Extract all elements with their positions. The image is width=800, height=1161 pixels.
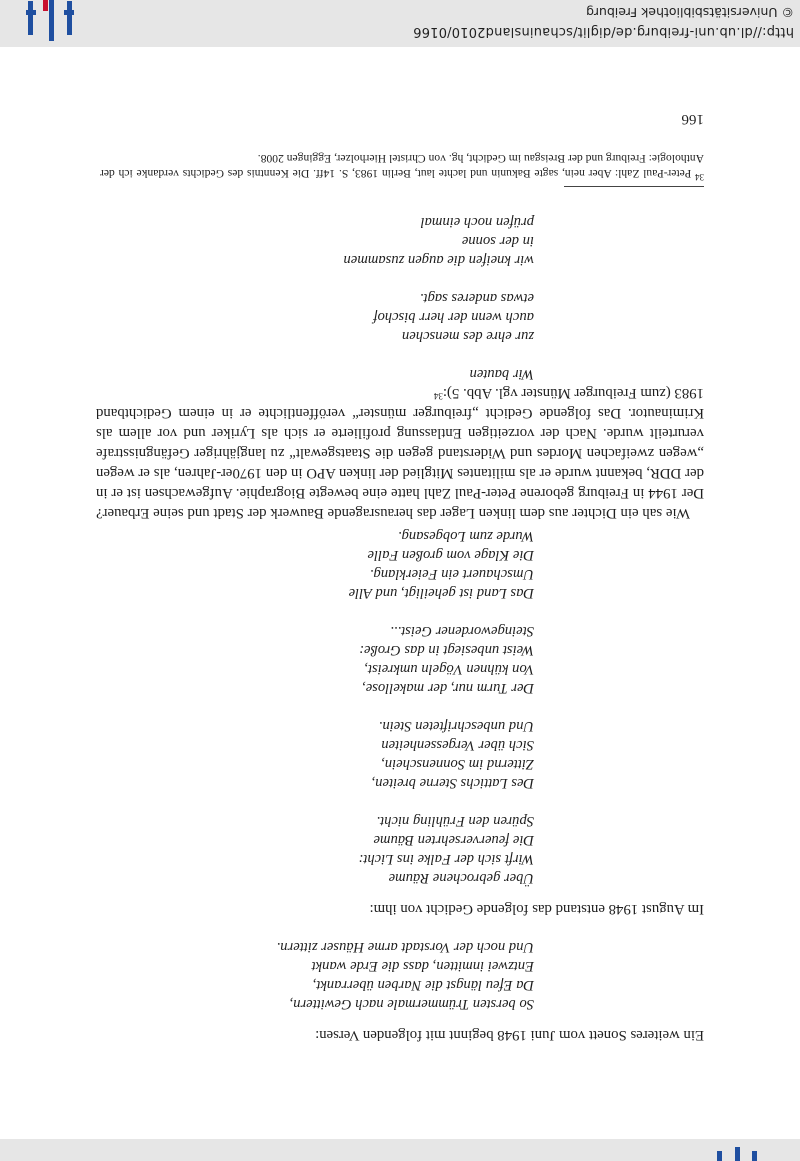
poem-stanza: [94, 621, 534, 697]
permalink-link[interactable]: http://dl.ub.uni-freiburg.de/diglit/schauinsland2010/0166: [413, 24, 794, 39]
poem-line: Weist unbesiegt in das Große:: [359, 642, 534, 658]
zahl-paragraph: [96, 383, 704, 523]
poem-line: in der sonne: [461, 233, 534, 249]
august-poem: [94, 526, 534, 887]
poem-stanza: [94, 212, 534, 269]
poem-line: Der Turm nur, der makellose,: [362, 680, 534, 696]
poem-line: Die feuerversehrten Bäume: [373, 832, 534, 848]
footnote-reference: 34: [433, 391, 443, 401]
poem-line: Die Klage vom großen Falle: [367, 547, 534, 563]
poem-stanza: [94, 811, 534, 887]
viewer-top-bar: [0, 1139, 800, 1161]
poem-line: Wirft sich der Falke ins Licht:: [358, 851, 534, 867]
poem-line: Sich über Vergessenheiten: [381, 737, 534, 753]
poem-line: prüfen noch einmal: [420, 214, 534, 230]
poem-line: Des Lattichs Sterne breiten,: [371, 775, 534, 791]
poem-line: auch wenn der herr bischof: [373, 309, 534, 325]
poem-stanza: [94, 288, 534, 345]
poem-line: Von kühnen Vögeln umkreist,: [364, 661, 534, 677]
poem-line: Und unbeschrifteten Stein.: [378, 718, 534, 734]
poem-line: Und noch der Vorstadt arme Häuser zittern.: [276, 939, 534, 955]
freiburger-muenster-poem: [94, 212, 534, 383]
poem-line: Wir bauten: [469, 366, 534, 382]
university-logo-fragment-icon: [712, 1147, 762, 1161]
poem-line: Entzwei inmitten, dass die Erde wankt: [311, 958, 534, 974]
poem-line: Das Land ist geheiligt, und Alle: [348, 585, 534, 601]
sonnet-excerpt: [94, 937, 534, 1013]
footnote-text: Peter-Paul Zahl: Aber nein, sagte Bakunin und lachte laut, Berlin 1983, S. 14ff. Die Kenntnis des Gedichts verdanke ich der Anthologie: Freiburg und der Breisgau im Gedicht, hg. von Christel Hierholzer, Eggingen 2008.: [100, 152, 704, 180]
paragraph-text: Wie sah ein Dichter aus dem linken Lager das herausragende Bauwerk der Stadt und seine Erbauer? Der 1944 in Freiburg geborene Peter-Paul Zahl hatte eine bewegte Biographie. Aufgewachsen ist er in der DDR, bekannt wurde er als militantes Mitglied der linken APO in den 1970er-Jahren, als er wegen „wegen zweifachen Mordes und Widerstand gegen die Staatsgewalt“ zu langjähriger Gefängnisstrafe verurteilt wurde. Nach der vorzeitigen Entlassung profilierte er sich als Lyriker und vor allem als Kriminautor. Das folgende Gedicht „freiburger münster“ veröffentlichte er in einem Gedichtband 1983 (zum Freiburger Münster vgl. Abb. 5):: [96, 385, 704, 521]
poem-line: So bersten Trümmermale nach Gewittern,: [289, 996, 534, 1012]
intro-sentence: Ein weiteres Sonett vom Juni 1948 beginnt mit folgenden Versen:: [315, 1027, 704, 1043]
poem-line: zur ehre des menschen: [402, 328, 534, 344]
poem-line: Wurde zum Lobgesang.: [397, 528, 534, 544]
footnote: [100, 151, 704, 181]
transition-sentence: Im August 1948 entstand das folgende Gedicht von ihm:: [369, 901, 704, 917]
university-library-logo-icon: [22, 0, 78, 41]
footnote-number: 34: [695, 172, 704, 182]
poem-line: Spüren den Frühling nicht.: [376, 813, 534, 829]
poem-line: Steingewordener Geist...: [390, 623, 534, 639]
poem-line: Umschauert ein Feierklang.: [369, 566, 534, 582]
footnote-divider: [564, 186, 704, 187]
poem-line: Über gebrochene Räume: [388, 870, 534, 886]
page-number: 166: [681, 111, 704, 127]
poem-line: wir kneifen die augen zusammen: [343, 252, 534, 268]
copyright-notice: © Universitätsbibliothek Freiburg: [586, 5, 794, 20]
poem-line: Zitternd im Sonnenschein,: [381, 756, 534, 772]
poem-line: etwas anderes sagt.: [419, 290, 534, 306]
poem-line: Da Efeu längst die Narben überrankt,: [312, 977, 534, 993]
poem-stanza: [94, 526, 534, 602]
poem-stanza: [94, 716, 534, 792]
poem-stanza: [94, 364, 534, 383]
